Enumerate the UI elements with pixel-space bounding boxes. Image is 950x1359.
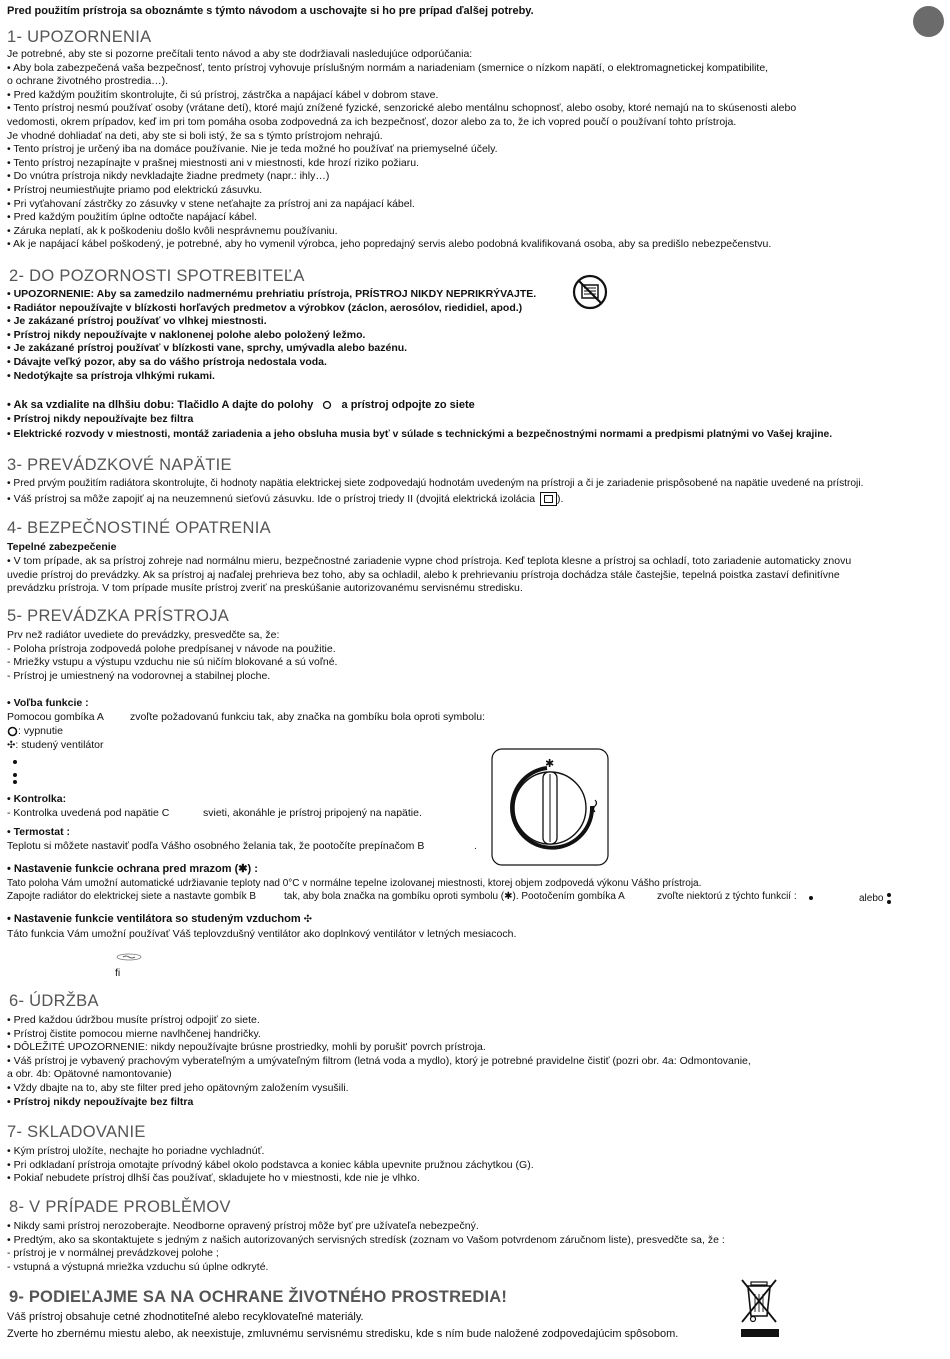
voltage-text-end: ). (556, 492, 564, 505)
two-dot-icon (13, 780, 17, 784)
text-line: Prv než radiátor uvediete do prevádzky, presvedčte sa, že: (7, 629, 280, 641)
section-4-body (7, 555, 937, 596)
one-dot-icon (13, 760, 17, 764)
text-line: • Prístroj čistite pomocou mierne navlhčenej handričky. (7, 1027, 261, 1040)
text-line: • Záruka neplatí, ak k poškodeniu došlo kvôli nesprávnemu používaniu. (7, 224, 338, 237)
text-line: • Je zakázané prístroj používať v blízkosti vane, sprchy, umývadla alebo bazénu. (7, 342, 408, 355)
function-text: Pomocou gombíka A (7, 711, 104, 723)
one-dot-icon (809, 896, 813, 900)
two-dot-icon (887, 900, 891, 904)
class-ii-icon (540, 492, 557, 506)
section-1-body (7, 48, 937, 252)
away-text-end: a prístroj odpojte zo siete (341, 399, 475, 411)
section-5-body (7, 629, 937, 683)
section-5-title: 5- PREVÁDZKA PRÍSTROJA (7, 607, 230, 625)
text-line: • Je zakázané prístroj používať vo vlhkej miestnosti. (7, 315, 267, 328)
cold-row (7, 739, 104, 753)
text-line: • V tom prípade, ak sa prístroj zohreje nad normálnu mieru, bezpečnostné zariadenie vypne chod prístroja. Keď teplota klesne a prístroj sa ochladí, toto zariadenie automaticky znovu (7, 555, 852, 567)
no-cover-icon (571, 274, 609, 310)
frost-or: alebo (859, 893, 884, 904)
fan-title (7, 913, 312, 927)
text-line: • Radiátor nepoužívajte v blízkosti horľavých predmetov a výrobkov (záclon, aerosólov, riedidiel, apod.) (7, 301, 523, 314)
fan-mode-icon (115, 953, 143, 961)
fan-icon: ✣ (303, 914, 313, 925)
thermostat-title: • Termostat : (7, 826, 70, 838)
voltage-line-2 (7, 492, 563, 506)
text-line: - Poloha prístroja zodpovedá polohe predpísanej v návode na použitie. (7, 642, 336, 655)
svg-text:✱: ✱ (545, 757, 555, 770)
lamp-text-end: svieti, akonáhle je prístroj pripojený na napätie. (203, 807, 422, 819)
text-line: - Prístroj je umiestnený na vodorovnej a stabilnej ploche. (7, 669, 271, 682)
function-title: • Voľba funkcie : (7, 697, 89, 709)
section-1-title: 1- UPOZORNENIA (7, 28, 152, 46)
section-9-title: 9- PODIEĽAJME SA NA OCHRANE ŽIVOTNÉHO PROSTREDIA! (9, 1288, 508, 1306)
section-4-subtitle: Tepelné zabezpečenie (7, 541, 117, 553)
text-line: Je potrebné, aby ste si pozorne prečítali tento návod a aby ste dodržiavali nasledujúce odporúčania: (7, 48, 473, 60)
away-line (7, 399, 475, 413)
two-dot-icon (13, 773, 17, 777)
section-7-body (7, 1145, 937, 1186)
text-line: • Predtým, ako sa skontaktujete s jedným z našich autorizovaných servisných stredísk (zoznam vo Vašom potvrdenom záručnom liste), presvedčte sa, že : (7, 1233, 725, 1246)
knob-dial-icon (491, 748, 609, 866)
text-line: • Kým prístroj uložíte, nechajte ho poriadne vychladnúť. (7, 1145, 265, 1157)
thermostat-text-end: . (474, 840, 477, 852)
text-line: uvedie prístroj do prevádzky. Ak sa prístroj aj naďalej prehrieva bez toho, aby sa ochladil, alebo k prehrievaniu prístroja dochádza stále častejšie, tepelná poistka zastaví definitívne (7, 568, 840, 581)
text-line: vedomosti, okrem prípadov, keď im pri tom pomáha osoba zodpovedná za ich bezpečnosť, dozor alebo za to, že ich vopred poučí o používaní tohto prístroja. (7, 115, 737, 128)
lamp-title: • Kontrolka: (7, 793, 67, 805)
text-line: • Prístroj neumiestňujte priamo pod elektrickú zásuvku. (7, 183, 263, 196)
gray-circle-icon (913, 6, 944, 37)
text-line: • Prístroj nikdy nepoužívajte v naklonenej polohe alebo položený ležmo. (7, 328, 366, 341)
text-line: • Pred každou údržbou musíte prístroj odpojiť zo siete. (7, 1014, 260, 1026)
text-line: a obr. 4b: Opätovné namontovanie) (7, 1068, 172, 1081)
text-line: prevádzku prístroja. V tom prípade musíte prístroj zveriť na preskúšanie autorizovanému servisnému stredisku. (7, 582, 523, 595)
environment-line-1: Váš prístroj obsahuje cetné zhodnotiteľné alebo recyklovateľné materiály. (7, 1311, 364, 1323)
voltage-text: • Váš prístroj sa môže zapojiť aj na neuzemnenú sieťovú zásuvku. Ide o prístroj triedy II (dvojitá elektrická izolácia (7, 492, 536, 505)
text-line: • Nedotýkajte sa prístroja vlhkými rukami. (7, 369, 215, 382)
text-line: • Tento prístroj nesmú používať osoby (vrátane detí), ktoré majú znížené fyzické, senzorické alebo mentálnu schopnosť, alebo osoby, ktoré nemajú na to skúsenosti alebo (7, 102, 797, 115)
section-7-title: 7- SKLADOVANIE (7, 1123, 146, 1141)
electric-line: • Elektrické rozvody v miestnosti, montáž zariadenia a jeho obsluha musia byť v súlade s technickými a bezpečnostnými normami a predpismi platnými vo Vašej krajine. (7, 429, 833, 440)
frost-line-2: Zapojte radiátor do elektrickej siete a nastavte gombík B (7, 891, 257, 902)
section-2-body (7, 288, 937, 383)
section-6-body (7, 1014, 937, 1109)
off-label: : vypnutie (18, 725, 63, 737)
no-filter-line: • Prístroj nikdy nepoužívajte bez filtra (7, 413, 194, 425)
frost-line-2b: tak, aby bola značka na gombíku oproti symbolu (✱). Pootočením gombíka A (284, 891, 625, 902)
text-line: • Dávajte veľký pozor, aby sa do vášho prístroja nedostala voda. (7, 355, 327, 368)
text-line: • Prístroj nikdy nepoužívajte bez filtra (7, 1095, 194, 1108)
section-2-title: 2- DO POZORNOSTI SPOTREBITEĽA (9, 267, 305, 285)
text-line: Je vhodné dohliadať na deti, aby ste si boli istý, že sa s týmto prístrojom nehrajú. (7, 129, 383, 142)
text-line: • Do vnútra prístroja nikdy nevkladajte žiadne predmety (napr.: ihly…) (7, 170, 330, 183)
frost-title: • Nastavenie funkcie ochrana pred mrazom (✱) : (7, 863, 258, 875)
fan-icon: ✣ (7, 740, 16, 751)
text-line: • Pokiaľ nebudete prístroj dlhší čas používať, skladujete ho v miestnosti, kde nie je vlhko. (7, 1172, 420, 1185)
voltage-line-1: • Pred prvým použitím radiátora skontrolujte, či hodnoty napätia elektrickej siete zodpovedajú hodnotám uvedeným na prístroji a či je zariadenie prispôsobené na napätie uvedené na prístroji. (7, 478, 864, 489)
header-note: Pred použitím prístroja sa oboznámte s týmto návodom a uschovajte si ho pre prípad ďalšej potreby. (7, 5, 534, 17)
text-line: • Pri odkladaní prístroja omotajte prívodný kábel okolo podstavca a koniec kábla upevnite pružnou záchytkou (G). (7, 1158, 534, 1171)
lamp-text: - Kontrolka uvedená pod napätie C (7, 807, 170, 819)
away-text: • Ak sa vzdialite na dlhšiu dobu: Tlačidlo A dajte do polohy (7, 399, 314, 411)
fi-text: fi (115, 967, 121, 979)
text-line: • Pri vyťahovaní zástrčky zo zásuvky v stene neťahajte za prístroj ani za napájací kábel. (7, 197, 415, 210)
text-line: • Váš prístroj je vybavený prachovým vyberateľným a umývateľným filtrom (letná voda a mydlo), ktorý je potrebné pravidelne čistiť (pozri obr. 4a: Odmontovanie, (7, 1054, 751, 1067)
fan-text: Táto funkcia Vám umožní používať Váš teplovzdušný ventilátor ako doplnkový ventilátor v letných mesiacoch. (7, 928, 517, 940)
section-8-body (7, 1220, 937, 1274)
text-line: • Tento prístroj je určený iba na domáce používanie. Nie je teda možné ho používať na priemyselné účely. (7, 143, 498, 156)
text-line: • Aby bola zabezpečená vaša bezpečnosť, tento prístroj vyhovuje príslušným normám a nariadeniam (smernice o nízkom napätí, o elektromagnetickej kompatibilite, (7, 61, 769, 74)
environment-line-2: Zverte ho zbernému miestu alebo, ak neexistuje, zmluvnému servisnému stredisku, kde s ním bude naložené zodpovedajúcim spôsobom. (7, 1328, 679, 1340)
weee-bin-icon (738, 1276, 782, 1340)
text-line: • UPOZORNENIE: Aby sa zamedzilo nadmernému prehriatiu prístroja, PRÍSTROJ NIKDY NEPRIKRÝVAJTE. (7, 288, 537, 300)
cold-label: : studený ventilátor (15, 739, 104, 751)
text-line: • Ak je napájací kábel poškodený, je potrebné, aby ho vymenil výrobca, jeho popredajný servis alebo podobná kvalifikovaná osoba, aby sa predišlo nebezpečenstvu. (7, 238, 772, 251)
text-line: • Nikdy sami prístroj nerozoberajte. Neodborne opravený prístroj môže byť pre užívateľa nebezpečný. (7, 1220, 479, 1232)
text-line: - prístroj je v normálnej prevádzkovej polohe ; (7, 1247, 219, 1260)
text-line: o ochrane životného prostredia…). (7, 75, 169, 88)
frost-line-1: Tato poloha Vám umožní automatické udržiavanie teploty nad 0°C v normálne tepelne izolovanej miestnosti, ktorej objem zodpovedá výkonu Vášho prístroja. (7, 878, 702, 889)
text-line: • Pred každým použitím skontrolujte, či sú prístroj, zástrčka a napájací kábel v dobrom stave. (7, 88, 439, 101)
function-text-end: zvoľte požadovanú funkciu tak, aby značka na gombíku bola oproti symbolu: (130, 711, 486, 723)
section-3-title: 3- PREVÁDZKOVÉ NAPÄTIE (7, 456, 232, 474)
off-row (7, 725, 63, 739)
two-dot-icon (887, 893, 891, 897)
section-8-title: 8- V PRÍPADE PROBLĚMOV (9, 1198, 231, 1216)
section-6-title: 6- ÚDRŽBA (9, 992, 99, 1010)
text-line: • Vždy dbajte na to, aby ste filter pred jeho opätovným založením vysušili. (7, 1081, 349, 1094)
frost-line-2c: zvoľte niektorú z týchto funkcií : (657, 891, 797, 902)
fan-title-text: • Nastavenie funkcie ventilátora so studeným vzduchom (7, 913, 301, 925)
text-line: - vstupná a výstupná mriežka vzduchu sú úplne odkryté. (7, 1260, 269, 1273)
section-4-title: 4- BEZPEČNOSTINÉ OPATRENIA (7, 519, 271, 537)
text-line: • Tento prístroj nezapínajte v prašnej miestnosti ani v miestnosti, kde hrozí riziko požiaru. (7, 156, 420, 169)
text-line: - Mriežky vstupu a výstupu vzduchu nie sú ničím blokované a sú voľné. (7, 656, 338, 669)
text-line: • Pred každým použitím úplne odtočte napájací kábel. (7, 211, 257, 224)
off-circle-icon (320, 400, 334, 410)
thermostat-text: Teplotu si môžete nastaviť podľa Vášho osobného želania tak, že pootočíte prepínačom B (7, 840, 425, 852)
off-circle-icon (7, 726, 18, 737)
text-line: • DÔLEŽITÉ UPOZORNENIE: nikdy nepoužívajte brúsne prostriedky, mohli by porušit' povrch prístroja. (7, 1041, 486, 1054)
